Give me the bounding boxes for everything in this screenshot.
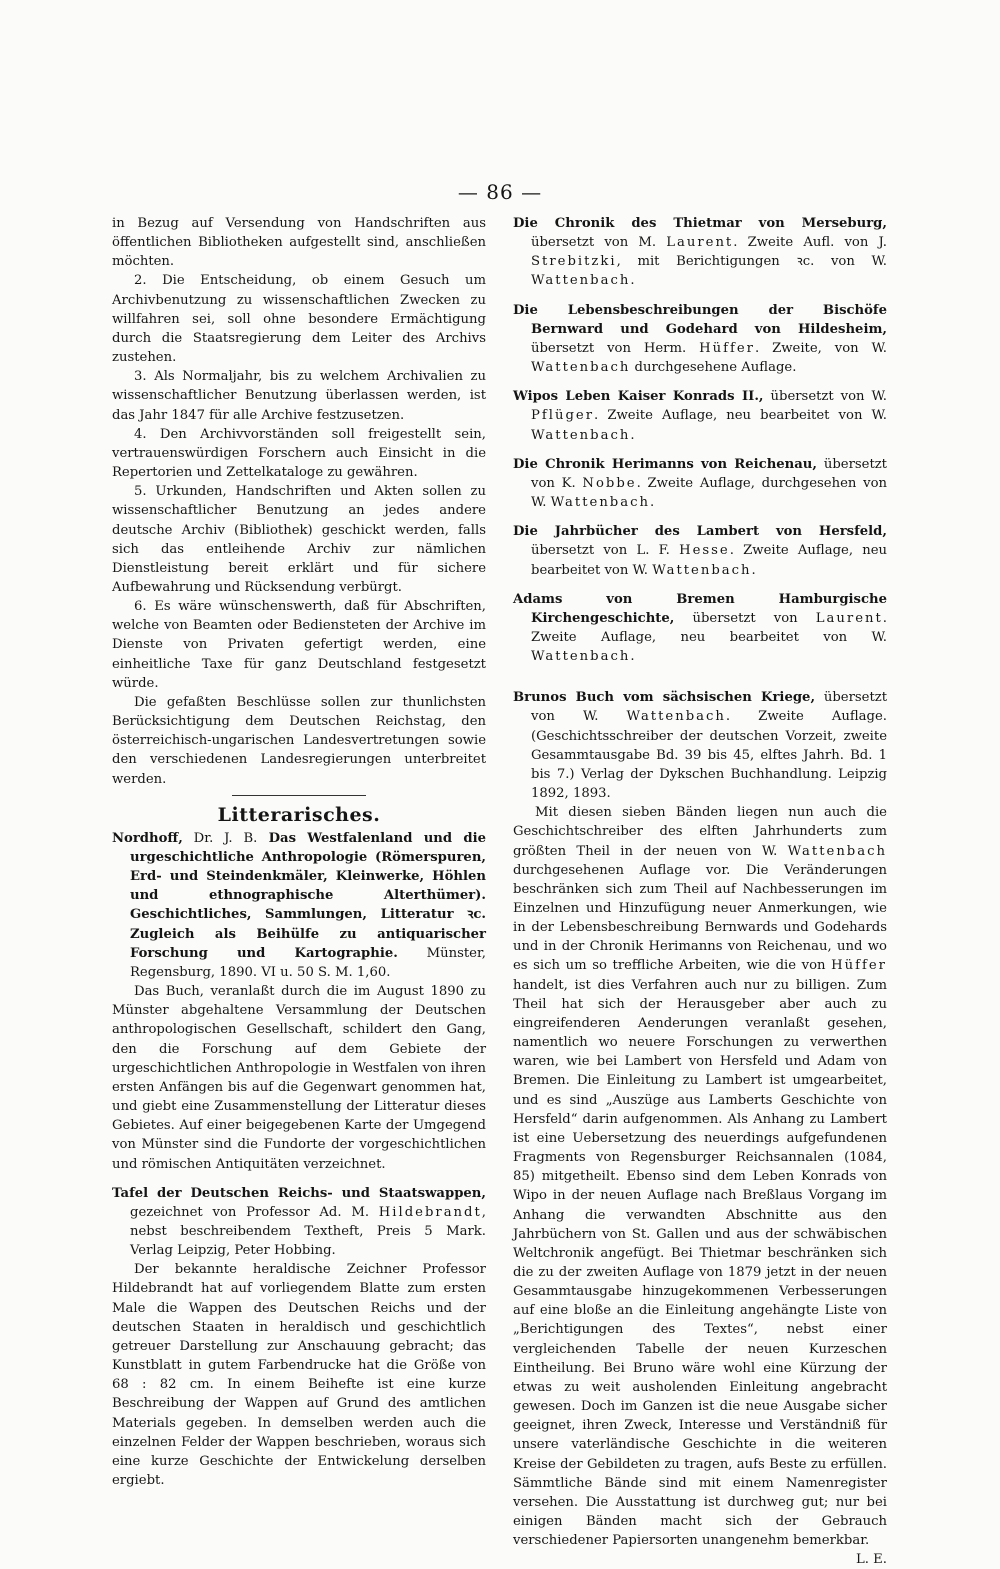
entry-text: . Zweite Auflage, neu bearbeitet von W.	[531, 610, 887, 645]
entry-text: .	[630, 649, 635, 665]
review-text: Das Buch, veranlaßt durch die im August 1890 zu Münster abgehaltene Versammlung der Deutschen anthropologischen Gesellschaft, schildert den Gang, den die Forschung auf dem Gebiete der urgeschichtlichen Anthropologie in Westfalen von ihren ersten Anfängen bis auf die Gegenwart genommen hat, und giebt eine Zusammenstellung der Litteratur dieses Gebietes. Auf einer beigegebenen Karte der Umgegend von Münster sind die Fundorte der vorgeschichtlichen und römischen Antiquitäten verzeichnet.	[112, 984, 486, 1172]
paragraph: 6. Es wäre wünschenswerth, daß für Abschriften, welche von Beamten oder Bediensteten der Archive im Dienste von Privaten gefertigt werden, eine einheitliche Taxe für ganz Deutschland festgesetzt würde.	[112, 599, 486, 691]
person-name: Wattenbach	[531, 273, 631, 289]
bibliography-entry	[513, 387, 887, 444]
entry-text: .	[751, 562, 756, 578]
entry-title: Tafel der Deutschen Reichs- und Staatswappen,	[112, 1185, 486, 1201]
paragraph: in Bezug auf Versendung von Handschriften aus öffentlichen Bibliotheken aufgestellt sind, anschließen möchten.	[112, 216, 486, 270]
bibliography-entry	[112, 829, 486, 982]
bibliography-entry	[513, 522, 887, 579]
entry-text: übersetzt von L. F.	[531, 543, 680, 559]
person-name: Hildebrandt	[378, 1204, 482, 1220]
bibliography-entry	[513, 688, 887, 803]
entry-text: . Zweite Auflage, neu bearbeitet von W.	[594, 408, 887, 424]
review-text-part: Mit diesen sieben Bänden liegen nun auch die Geschichtschreiber des elften Jahrhunderts zum größten Theil in der neuen von W.	[513, 805, 887, 859]
review-text: Der bekannte heraldische Zeichner Professor Hildebrandt hat auf vorliegendem Blatte zum ersten Male die Wappen des Deutschen Reichs und der deutschen Staaten in heraldisch und geschichtlich getreuer Darstellung zur Anschauung gebracht; das Kunstblatt in gutem Farbendrucke hat die Größe von 68 : 82 cm. In einem Beihefte ist eine kurze Beschreibung der Wappen auf Grund des amtlichen Materials gegeben. In demselben werden auch die einzelnen Felder der Wappen beschrieben, woraus sich eine kurze Geschichte der Entwickelung derselben ergiebt.	[112, 1262, 486, 1488]
entry-text: übersetzt von W.	[763, 389, 887, 405]
bibliography-entry	[513, 214, 887, 291]
bibliography-entry	[513, 590, 887, 667]
review-text-part: handelt, ist dies Verfahren auch nur zu billigen. Zum Theil hat sich der Herausgeber aber auch zu eingreifenderen Aenderungen veranlaßt gesehen, namentlich wo neuere Forschungen zu verwerthen waren, wie bei Lambert von Hersfeld und Adam von Bremen. Die Einleitung zu Lambert ist umgearbeitet, und es sind „Auszüge aus Lamberts Geschichte von Hersfeld“ darin aufgenommen. Als Anhang zu Lambert ist eine Uebersetzung des neuerdings aufgefundenen Fragments von Regensburger Reichsannalen (1084, 85) mitgetheilt. Ebenso sind dem Leben Konrads von Wipo in der neuen Auflage nach Breßlaus Vorgang im Anhang die verwandten Abschnitte aus den Jahrbüchern von St. Gallen und aus der schwäbischen Weltchronik angefügt. Bei Thietmar beschränken sich die zu der zweiten Auflage von 1879 jetzt in der neuen Gesammtausgabe hinzugekommenen Verbesserungen auf eine bloße an die Einleitung angehängte Liste von „Berichtigungen des Textes“, nebst einer vergleichenden Tabelle der neuen Kurzeschen Eintheilung. Bei Bruno wäre wohl eine Kürzung der etwas zu weit ausholenden Einleitung angebracht gewesen. Doch im Ganzen ist die neue Ausgabe sicher geeignet, ihren Zweck, Interesse und Verständniß für unsere vaterländische Geschichte in die weiteren Kreise der Gebildeten zu tragen, aufs Beste zu erfüllen. Sämmtliche Bände sind mit einem Namenregister versehen. Die Ausstattung ist durchweg gut; nur bei einigen Bänden macht sich der Gebrauch verschiedener Papiersorten unangenehm bemerkbar.	[513, 977, 887, 1549]
person-name: Wattenbach	[550, 495, 650, 511]
entry-text: . Zweite, von W.	[754, 340, 887, 356]
person-name: Laurent	[815, 610, 883, 626]
entry-title: Adams von Bremen Hamburgische Kirchengeschichte,	[513, 591, 887, 626]
bibliography-entry	[513, 301, 887, 378]
entry-publication: Münster, Regensburg, 1890. VI u. 50 S. M. 1,60.	[130, 945, 486, 980]
entry-text: .	[630, 273, 635, 289]
entry-title: Wipos Leben Kaiser Konrads II.,	[513, 389, 764, 405]
entry-text: . Zweite Auflage, neu bearbeitet von W.	[531, 543, 887, 578]
entry-text: übersetzt von K.	[531, 456, 887, 491]
right-column	[513, 214, 887, 1569]
person-name: Hüffer	[831, 958, 887, 974]
paragraph: 2. Die Entscheidung, ob einem Gesuch um Archivbenutzung zu wissenschaftlichen Zwecken zu willfahren sei, soll ohne besondere Ermächtigung durch die Staatsregierung dem Leiter des Archivs zustehen.	[112, 273, 486, 366]
page-number: — 86 —	[457, 180, 543, 204]
entry-title: Die Chronik Herimanns von Reichenau,	[513, 456, 817, 472]
person-name: Wattenbach	[787, 843, 887, 859]
entry-text: . Zweite Auflage, durchgesehen von W.	[531, 475, 888, 511]
review-text-part: durchgesehenen Auflage vor. Die Veränderungen beschränken sich zum Theil auf Nachbesserungen im Einzelnen und Hinzufügung neuer Anmerkungen, wie in der Lebensbeschreibung Bernwards und Godehards und in der Chronik Herimanns von Reichenau, und wo es sich um so treffliche Arbeiten, wie die von	[513, 862, 887, 974]
entry-title: Die Chronik des Thietmar von Merseburg,	[513, 216, 887, 231]
person-name: Nobbe	[582, 475, 637, 491]
section-divider	[232, 795, 366, 796]
entry-title: Das Westfalenland und die urgeschichtliche Anthropologie (Römerspuren, Erd- und Steindenkmäler, Kleinwerke, Höhlen und ethnographische Alterthümer). Geschichtliches, Sammlungen, Litteratur ꝛc. Zugleich als Beihülfe zu antiquarischer Forschung und Kartographie.	[130, 830, 486, 961]
entry-text: . Zweite Auflage. (Geschichtsschreiber der deutschen Vorzeit, zweite Gesammtausgabe Bd. 39 bis 45, elftes Jahrh. Bd. 1 bis 7.) Verlag der Dykschen Buchhandlung. Leipzig 1892, 1893.	[531, 709, 887, 802]
entry-title: Die Lebensbeschreibungen der Bischöfe Bernward und Godehard von Hildesheim,	[513, 302, 887, 337]
person-name: Wattenbach	[531, 649, 631, 665]
person-name: Hesse	[679, 543, 730, 559]
person-name: Wattenbach	[531, 360, 631, 376]
section-title: Litterarisches.	[217, 803, 381, 826]
paragraph: 3. Als Normaljahr, bis zu welchem Archivalien zu wissenschaftlicher Benutzung überlassen werden, ist das Jahr 1847 für alle Archive festzusetzen.	[112, 369, 486, 423]
paragraph: Die gefaßten Beschlüsse sollen zur thunlichsten Berücksichtigung dem Deutschen Reichstag, den österreichisch-ungarischen Landesvertretungen sowie den verschiedenen Landesregierungen unterbreitet werden.	[112, 694, 486, 787]
entry-text: durchgesehene Auflage.	[630, 360, 797, 376]
paragraph: 5. Urkunden, Handschriften und Akten sollen zu wissenschaftlicher Benutzung an jedes andere deutsche Archiv (Bibliothek) geschickt werden, falls sich das entleihende Archiv zur nämlichen Dienstleistung bereit erklärt und für sichere Aufbewahrung und Rücksendung verbürgt.	[112, 484, 486, 595]
person-name: Laurent	[666, 235, 734, 251]
paragraph: 4. Den Archivvorständen soll freigestellt sein, vertrauenswürdigen Forschern auch Einsicht in die Repertorien und Zettelkataloge zu gewähren.	[112, 426, 486, 481]
entry-text: .	[650, 495, 655, 511]
entry-text: .	[630, 427, 635, 443]
person-name: Wattenbach	[652, 562, 752, 578]
entry-text: übersetzt von Herm.	[531, 340, 700, 356]
entry-text: . Zweite Aufl. von J.	[733, 235, 887, 251]
entry-text: gezeichnet von Professor Ad. M.	[130, 1204, 379, 1220]
left-column	[112, 214, 486, 1490]
entry-text: übersetzt von M.	[531, 235, 667, 251]
review-text	[513, 803, 887, 1568]
entry-author: Nordhoff,	[112, 830, 183, 846]
entry-text: , mit Berichtigungen ꝛc. von W.	[616, 254, 887, 270]
person-name: Strebitzki	[531, 254, 617, 270]
entry-title: Die Jahrbücher des Lambert von Hersfeld,	[513, 524, 887, 540]
person-name: Hüffer	[699, 340, 755, 356]
bibliography-entry	[112, 1184, 486, 1261]
entry-title: Brunos Buch vom sächsischen Kriege,	[513, 690, 816, 706]
entry-text: übersetzt von	[674, 610, 816, 626]
reviewer-signature: L. E.	[856, 1552, 887, 1568]
entry-text: , nebst beschreibendem Textheft, Preis 5 Mark. Verlag Leipzig, Peter Hobbing.	[130, 1204, 486, 1259]
bibliography-entry	[513, 455, 887, 512]
entry-author-rest: Dr. J. B.	[182, 830, 258, 846]
person-name: Wattenbach	[531, 427, 631, 443]
person-name: Pflüger	[531, 408, 595, 424]
entry-text: übersetzt von W.	[531, 690, 887, 725]
person-name: Wattenbach	[626, 709, 726, 725]
